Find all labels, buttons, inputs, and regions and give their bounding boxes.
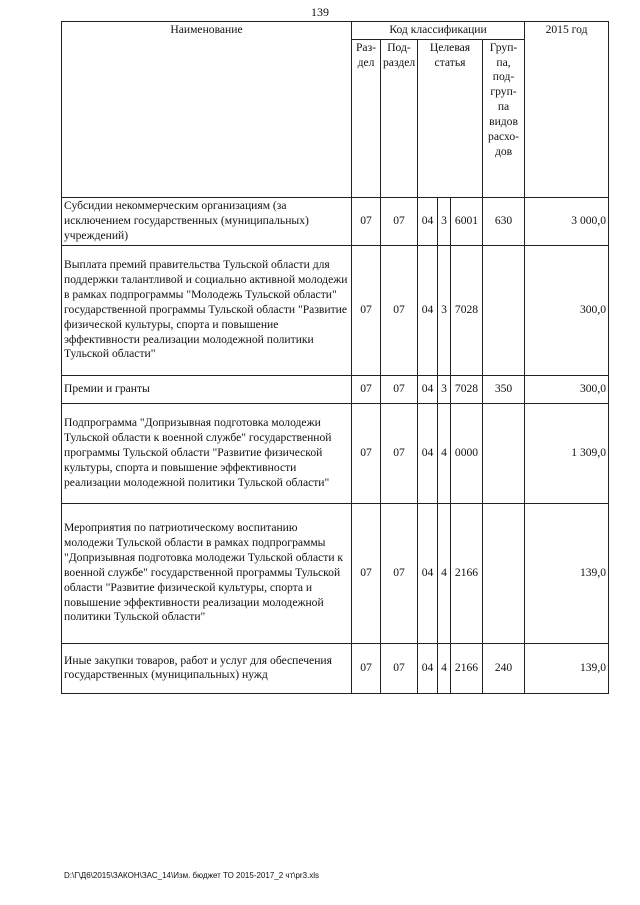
cell-amount: 1 309,0 [525,403,609,503]
cell-cs1: 04 [418,197,438,245]
cell-vid: 240 [483,643,525,693]
cell-name: Субсидии некоммерческим организациям (за исключением государственных (муниципальных) учреждений) [62,197,352,245]
cell-vid: 350 [483,375,525,403]
budget-table [61,21,609,694]
cell-cs3: 6001 [451,197,483,245]
cell-cs2: 3 [438,245,451,375]
cell-razdel: 07 [352,643,381,693]
cell-amount: 3 000,0 [525,197,609,245]
cell-podrazdel: 07 [381,503,418,643]
column-header-classification: Код классификации [352,22,525,40]
file-path-footer: D:\Г\Д6\2015\ЗАКОН\ЗАС_14\Изм. бюджет ТО 2015-2017_2 чт\pr3.xls [64,871,320,880]
column-header-target: Целевая статья [418,39,483,197]
cell-vid [483,403,525,503]
cell-razdel: 07 [352,375,381,403]
column-header-name: Наименование [62,22,352,198]
cell-cs2: 3 [438,375,451,403]
table-row [62,503,609,643]
table-row [62,245,609,375]
cell-vid: 630 [483,197,525,245]
column-header-subsection: Под-раздел [381,39,418,197]
column-header-year: 2015 год [525,22,609,198]
cell-cs1: 04 [418,403,438,503]
table-body [62,197,609,693]
cell-cs1: 04 [418,643,438,693]
cell-cs1: 04 [418,503,438,643]
cell-name: Иные закупки товаров, работ и услуг для обеспечения государственных (муниципальных) нужд [62,643,352,693]
table-row [62,403,609,503]
cell-name: Выплата премий правительства Тульской области для поддержки талантливой и социально активной молодежи в рамках подпрограммы "Молодежь Тульской области" государственной программы Тульской области "Развитие физической культуры, спорта и повышение эффективности реализации молодежной политики Тульской области" [62,245,352,375]
table-row [62,375,609,403]
table-row [62,197,609,245]
cell-amount: 300,0 [525,245,609,375]
cell-name: Мероприятия по патриотическому воспитанию молодежи Тульской области в рамках подпрограммы "Допризывная подготовка молодежи Тульской области к военной службе" государственной программы Тульской области "Развитие физической культуры, спорта и повышение эффективности реализации молодежной политики Тульской области" [62,503,352,643]
cell-amount: 139,0 [525,643,609,693]
cell-cs2: 4 [438,403,451,503]
cell-cs2: 4 [438,643,451,693]
cell-podrazdel: 07 [381,375,418,403]
cell-cs3: 7028 [451,375,483,403]
cell-podrazdel: 07 [381,643,418,693]
cell-cs1: 04 [418,375,438,403]
cell-cs1: 04 [418,245,438,375]
cell-cs2: 3 [438,197,451,245]
cell-podrazdel: 07 [381,403,418,503]
cell-amount: 139,0 [525,503,609,643]
cell-podrazdel: 07 [381,197,418,245]
cell-razdel: 07 [352,503,381,643]
cell-razdel: 07 [352,403,381,503]
cell-amount: 300,0 [525,375,609,403]
cell-name: Подпрограмма "Допризывная подготовка молодежи Тульской области к военной службе" государственной программы Тульской области "Развитие физической культуры, спорта и повышение эффективности реализации молодежной политики Тульской области" [62,403,352,503]
cell-cs3: 0000 [451,403,483,503]
cell-name: Премии и гранты [62,375,352,403]
cell-cs2: 4 [438,503,451,643]
cell-razdel: 07 [352,245,381,375]
cell-cs3: 2166 [451,643,483,693]
cell-razdel: 07 [352,197,381,245]
cell-vid [483,503,525,643]
cell-vid [483,245,525,375]
cell-podrazdel: 07 [381,245,418,375]
cell-cs3: 7028 [451,245,483,375]
column-header-group: Груп-па, под-груп-па видов расхо-дов [483,39,525,197]
page-number: 139 [311,5,329,19]
column-header-section: Раз-дел [352,39,381,197]
table-row [62,643,609,693]
cell-cs3: 2166 [451,503,483,643]
